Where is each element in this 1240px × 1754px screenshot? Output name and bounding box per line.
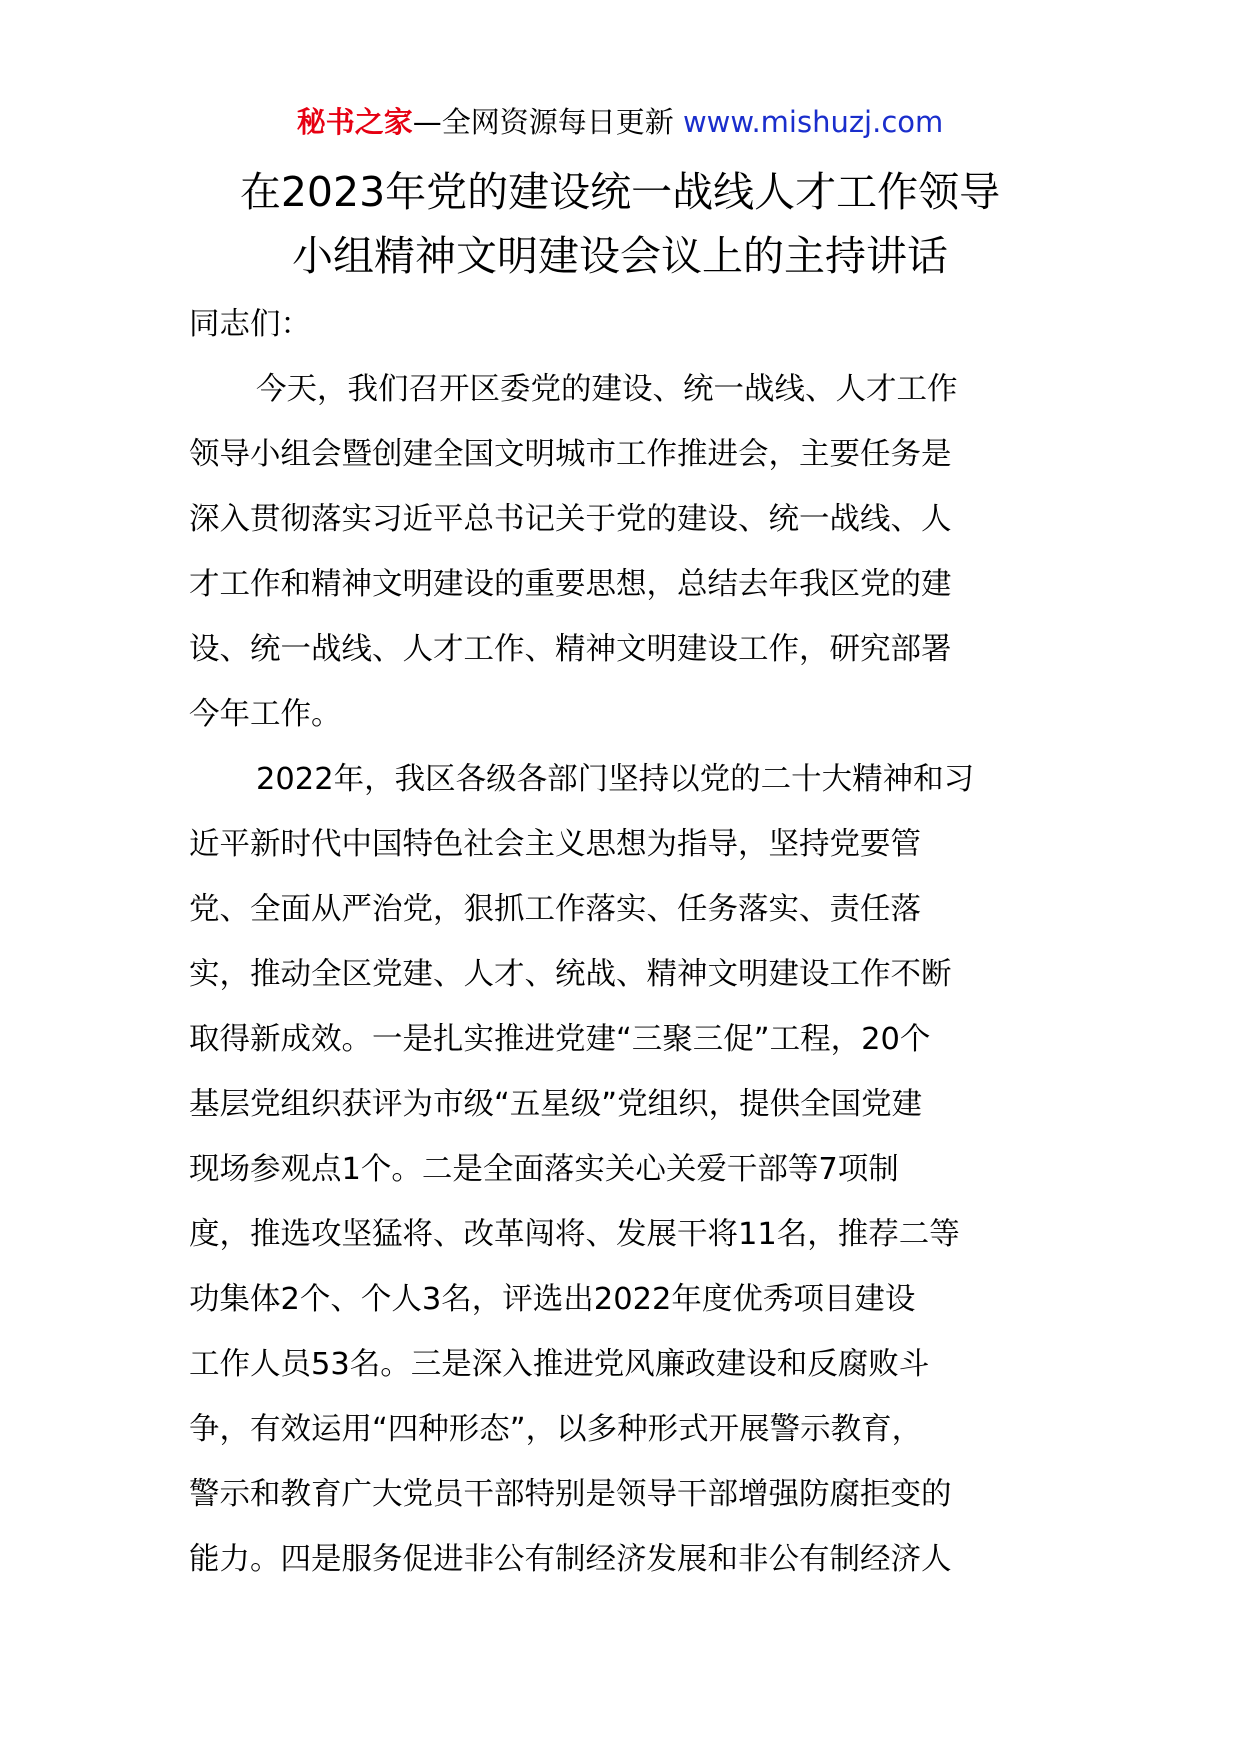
text-line: 度，推选攻坚猛将、改革闯将、发展干将11名，推荐二等: [189, 1217, 960, 1252]
text-line: 今天，我们召开区委党的建设、统一战线、人才工作: [256, 372, 958, 407]
text-line: 工作人员53名。三是深入推进党风廉政建设和反腐败斗: [189, 1347, 930, 1382]
title-line-2: 小组精神文明建设会议上的主持讲话: [292, 232, 948, 280]
text-line: 实，推动全区党建、人才、统战、精神文明建设工作不断: [189, 957, 952, 992]
text-line: 能力。四是服务促进非公有制经济发展和非公有制经济人: [189, 1542, 952, 1577]
text-line: 党、全面从严治党，狠抓工作落实、任务落实、责任落: [189, 892, 921, 927]
text-line: 2022年，我区各级各部门坚持以党的二十大精神和习: [256, 762, 975, 797]
text-line: 领导小组会暨创建全国文明城市工作推进会，主要任务是: [189, 437, 952, 472]
paragraph-2: [189, 747, 1059, 1592]
paragraph-1: [189, 357, 1059, 747]
text-line: 取得新成效。一是扎实推进党建“三聚三促”工程，20个: [189, 1022, 931, 1057]
text-line: 今年工作。: [189, 697, 342, 732]
text-line: 功集体2个、个人3名，评选出2022年度优秀项目建设: [189, 1282, 916, 1317]
text-line: 近平新时代中国特色社会主义思想为指导，坚持党要管: [189, 827, 921, 862]
title-line-1: 在2023年党的建设统一战线人才工作领导: [239, 168, 1001, 216]
site-url-link[interactable]: www.mishuzj.com: [682, 105, 944, 139]
text-line: 才工作和精神文明建设的重要思想，总结去年我区党的建: [189, 567, 952, 602]
site-header: [0, 100, 1240, 144]
text-line: 设、统一战线、人才工作、精神文明建设工作，研究部署: [189, 632, 952, 667]
text-line: 现场参观点1个。二是全面落实关心关爱干部等7项制: [189, 1152, 899, 1187]
text-line: 争，有效运用“四种形态”，以多种形式开展警示教育，: [189, 1412, 923, 1447]
document-body: [189, 292, 1059, 1592]
document-title: [150, 160, 1090, 288]
brand-name: 秘书之家: [296, 105, 413, 139]
text-line: 基层党组织获评为市级“五星级”党组织，提供全国党建: [189, 1087, 923, 1122]
text-line: 深入贯彻落实习近平总书记关于党的建设、统一战线、人: [189, 502, 952, 537]
salutation: 同志们：: [189, 307, 311, 342]
header-tagline: —全网资源每日更新: [412, 105, 683, 139]
text-line: 警示和教育广大党员干部特别是领导干部增强防腐拒变的: [189, 1477, 952, 1512]
